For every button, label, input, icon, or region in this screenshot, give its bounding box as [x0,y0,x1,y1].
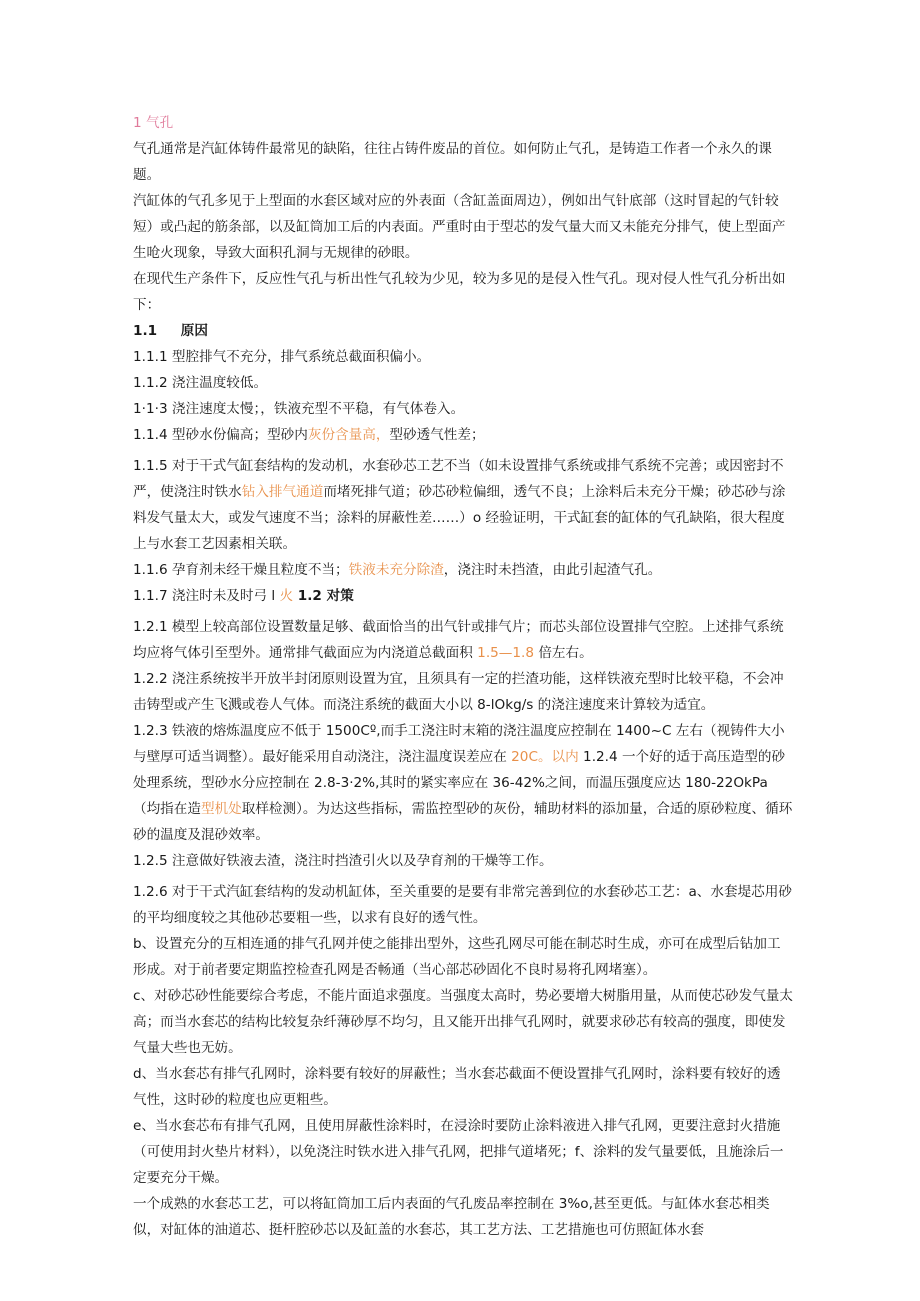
cause-1-1-6-text-a: 1.1.6 孕育剂未经干燥且粒度不当； [133,562,349,578]
cause-1-1-4-highlight: 灰份含量高， [307,427,390,443]
measure-1-2-5: 1.2.5 注意做好铁液去渣，浇注时挡渣引火以及孕育剂的干燥等工作。 [133,853,553,869]
measure-1-2-2: 1.2.2 浇注系统按半开放半封闭原则设置为宜，且须具有一定的拦渣功能，这样铁液充型时比较平稳，不会冲击铸型或产生飞溅或卷人气体。而浇注系统的截面大小以 8-lOkg/s 的浇注速度来计算较为适宜。 [133,671,784,713]
cause-1-1-5-highlight: 钻入排气通道 [241,484,324,500]
cause-1-1-2: 1.1.2 浇注温度较低。 [133,375,268,391]
cause-1-1-6-highlight: 铁液未充分除渣 [348,562,444,578]
measure-1-2-1-text-b: 倍左右。 [534,645,593,661]
cause-1-1-6-text-b: ，浇注时未挡渣，由此引起渣气孔。 [443,562,662,578]
subsection-heading-1-1 [133,318,793,344]
measure-item-d: d、当水套芯有排气孔网时，涂料要有较好的屏蔽性；当水套芯截面不便设置排气孔网时，涂料要有较好的透气性，这时砂的粒度也应更粗些。 [133,1066,781,1108]
subsection-label: 原因 [180,323,208,339]
cause-1-1-4-text-b: 型砂透气性差； [389,427,485,443]
intro-paragraph-3: 在现代生产条件下，反应性气孔与析出性气孔较为少见，较为多见的是侵入性气孔。现对侵人性气孔分析出如下： [133,271,786,313]
measure-1-2-4-highlight: 型机处 [200,801,242,817]
measure-1-2-3 [133,718,793,848]
measure-1-2-1-text-a: 1.2.1 模型上较高部位设置数量足够、截面恰当的出气针或排气片；而芯头部位设置排气空腔。上述排气系统均应将气体引至型外。通常排气截面应为内浇道总截面积 [133,619,784,661]
cause-1-1-7-highlight: 火 [279,588,294,604]
subsection-heading-1-2: 1.2 对策 [293,588,354,604]
measure-1-2-1 [133,614,793,666]
subsection-number: 1.1 [133,323,158,339]
measure-1-2-4-text: 1.2.4 一个好的适于高压造型的砂处理系统，型砂水分应控制在 2.8-3·2%,其时的紧实率应在 36-42%之间，而温压强度应达 180-22OkPa（均指在造 [133,749,786,817]
section-title: 1 气孔 [133,115,174,131]
measure-item-e: e、当水套芯布有排气孔网，且使用屏蔽性涂料时，在浸涂时要防止涂料液进入排气孔网，更要注意封火措施（可使用封火垫片材料），以免浇注时铁水进入排气孔网，把排气道堵死；f、涂料的发气量要低，且施涂后一定要充分干燥。 [133,1118,784,1186]
measure-item-b: b、设置充分的互相连通的排气孔网并使之能排出型外，这些孔网尽可能在制芯时生成，亦可在成型后钻加工形成。对于前者要定期监控检查孔网是否畅通（当心部芯砂固化不良时易将孔网堵塞）。 [133,936,781,978]
cause-1-1-3: 1·1·3 浇注速度太慢；，铁液充型不平稳，有气体卷入。 [133,401,465,417]
measure-1-2-1-highlight: 1.5—1.8 [477,645,535,661]
cause-1-1-4-text-a: 1.1.4 型砂水份偏高；型砂内 [133,427,308,443]
document-body [133,110,793,1243]
measure-1-2-4-text-c: 取样检测）。为达这些指标，需监控型砂的灰份，辅助材料的添加量，合适的原砂粒度、循环砂的温度及混砂效率。 [133,801,793,843]
intro-paragraph-1: 气孔通常是汽缸体铸件最常见的缺陷，往往占铸件废品的首位。如何防止气孔，是铸造工作者一个永久的课题。 [133,141,772,183]
cause-1-1-5-text-a: 1.1.5 对于干式气缸套结构的发动机，水套砂芯工艺不当（如未设置排气系统或排气系统不完善；或因密封不严，使浇注时铁水 [133,458,784,500]
measure-1-2-3-highlight: 20C。以内 [511,749,579,765]
cause-1-1-5-text-b: 而堵死排气道；砂芯砂粒偏细，透气不良；上涂料后未充分干燥；砂芯砂与涂料发气量太大，或发气速度不当；涂料的屏蔽性差……）o 经验证明，干式缸套的缸体的气孔缺陷，很大程度上与水套工艺因素相关联。 [133,484,786,552]
cause-1-1-7 [133,583,793,609]
closing-paragraph: 一个成熟的水套芯工艺，可以将缸筒加工后内表面的气孔废品率控制在 3%o,甚至更低。与缸体水套芯相类似，对缸体的油道芯、挺杆腔砂芯以及缸盖的水套芯，其工艺方法、工艺措施也可仿照缸体水套 [133,1196,770,1238]
cause-1-1-1: 1.1.1 型腔排气不充分，排气系统总截面积偏小。 [133,349,431,365]
intro-paragraph-2: 汽缸体的气孔多见于上型面的水套区域对应的外表面（含缸盖面周边），例如出气针底部（这时冒起的气针较短）或凸起的筋条部，以及缸筒加工后的内表面。严重时由于型芯的发气量大而又未能充分排气，使上型面产生呛火现象，导致大面积孔洞与无规律的砂眼。 [133,193,786,261]
measure-1-2-6: 1.2.6 对于干式汽缸套结构的发动机缸体，至关重要的是要有非常完善到位的水套砂芯工艺：a、水套堤芯用砂的平均细度较之其他砂芯要粗一些，以求有良好的透气性。 [133,884,792,926]
measure-1-2-3-text-a: 1.2.3 铁液的熔炼温度应不低于 1500Cº,而手工浇注时末箱的浇注温度应控制在 1400~C 左右（视铸件大小与壁厚可适当调整）。最好能采用自动浇注，浇注温度误差应在 [133,723,785,765]
cause-1-1-7-text-a: 1.1.7 浇注时未及时弓 l [133,588,280,604]
measure-item-c: c、对砂芯砂性能要综合考虑，不能片面追求强度。当强度太高时，势必要增大树脂用量，从而使芯砂发气量太高；而当水套芯的结构比较复杂纤薄砂厚不均匀，且又能开出排气孔网时，就要求砂芯有较高的强度，即使发气量大些也无妨。 [133,988,793,1056]
cause-1-1-4 [133,422,793,448]
cause-1-1-5 [133,453,793,557]
cause-1-1-6 [133,557,793,583]
